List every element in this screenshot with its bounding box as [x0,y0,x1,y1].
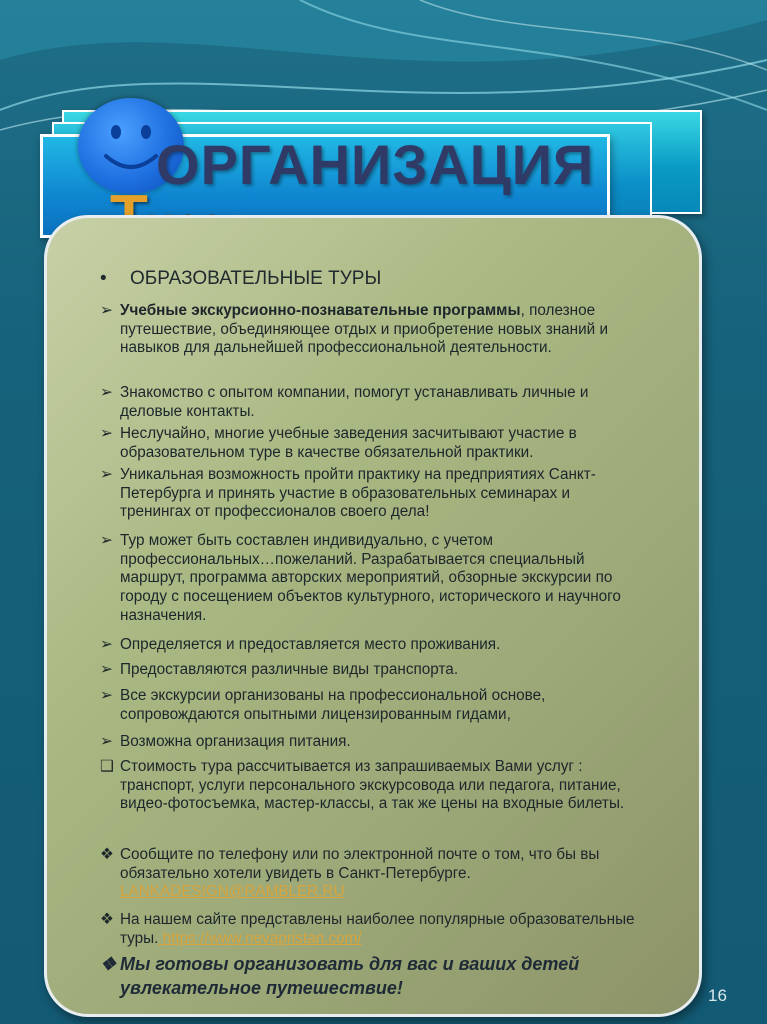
item-text: Сообщите по телефону или по электронной почте о том, что бы вы обязательно хотели увидеть в Санкт-Петербурге. [120,846,600,882]
title-first-letter: О [156,133,201,196]
closing-message-text: Мы готовы организовать для вас и ваших детей увлекательное путешествие! [120,954,580,998]
item-text: Все экскурсии организованы на профессиональной основе, сопровождаются опытными лицензированным гидами, [120,687,546,723]
item-text: Уникальная возможность пройти практику на предприятиях Санкт-Петербурга и принять участие в образовательных семинарах и тренингах от профессионалов своего дела! [120,466,596,521]
arrow-bullet-icon: ➢ [100,302,113,319]
list-item [100,636,645,655]
arrow-bullet-icon: ➢ [100,687,113,704]
arrow-bullet-icon: ➢ [100,636,113,653]
email-link[interactable]: LANKADESIGN@RAMBLER.RU [120,883,345,901]
list-item [100,687,645,724]
list-item [100,425,645,462]
list-item [100,733,645,752]
list-item [100,466,645,522]
section-heading [100,268,381,290]
arrow-bullet-icon: ➢ [100,384,113,401]
diamond-bullet-icon: ❖ [100,846,114,863]
item-text: Неслучайно, многие учебные заведения засчитывают участие в образовательном туре в качестве обязательной практики. [120,425,577,461]
checkbox-bullet-icon: ❑ [100,758,114,775]
list-item [100,532,645,626]
diamond-bullet-icon: ❖ [100,911,114,928]
item-text: Предоставляются различные виды транспорта. [120,661,459,678]
heading-text: ОБРАЗОВАТЕЛЬНЫЕ ТУРЫ [130,268,382,289]
list-item [100,758,645,814]
arrow-bullet-icon: ➢ [100,733,113,750]
item-text: Тур может быть составлен индивидуально, с учетом профессиональных…пожеланий. Разрабатывается специальный маршрут, программа авторских мероприятий, обзорные экскурсии по городу с посещением объектов культурного, исторического и научного назначения. [120,532,621,624]
item-text: Определяется и предоставляется место проживания. [120,636,501,653]
item-text: , полезное путешествие, объединяющее отдых и приобретение новых знаний и навыков для дальнейшей профессиональной деятельности. [120,302,608,357]
arrow-bullet-icon: ➢ [100,425,113,442]
item-bold-text: Учебные экскурсионно-познавательные программы [120,302,521,319]
heading-bullet: • [100,268,107,289]
item-text: Стоимость тура рассчитывается из запрашиваемых Вами услуг : транспорт, услуги персонального экскурсовода или педагога, питание, видео-фотосъемка, мастер-классы, а так же цены на входные билеты. [120,758,625,813]
diamond-bullet-icon: ❖ [100,954,117,974]
arrow-bullet-icon: ➢ [100,661,113,678]
item-text: Знакомство с опытом компании, помогут устанавливать личные и деловые контакты. [120,384,589,420]
item-text: На нашем сайте представлены наиболее популярные образовательные туры. [120,911,635,947]
item-text: Возможна организация питания. [120,733,351,750]
list-item [100,384,645,421]
page-number: 16 [708,986,727,1005]
list-item [100,302,645,358]
list-item [100,846,645,902]
closing-message [100,952,660,1000]
arrow-bullet-icon: ➢ [100,532,113,549]
title-main-text: РГАНИЗАЦИЯ [200,133,595,196]
website-link[interactable]: https://www.nevapristan.com/ [158,929,362,947]
list-item [100,911,645,948]
arrow-bullet-icon: ➢ [100,466,113,483]
list-item [100,661,645,680]
